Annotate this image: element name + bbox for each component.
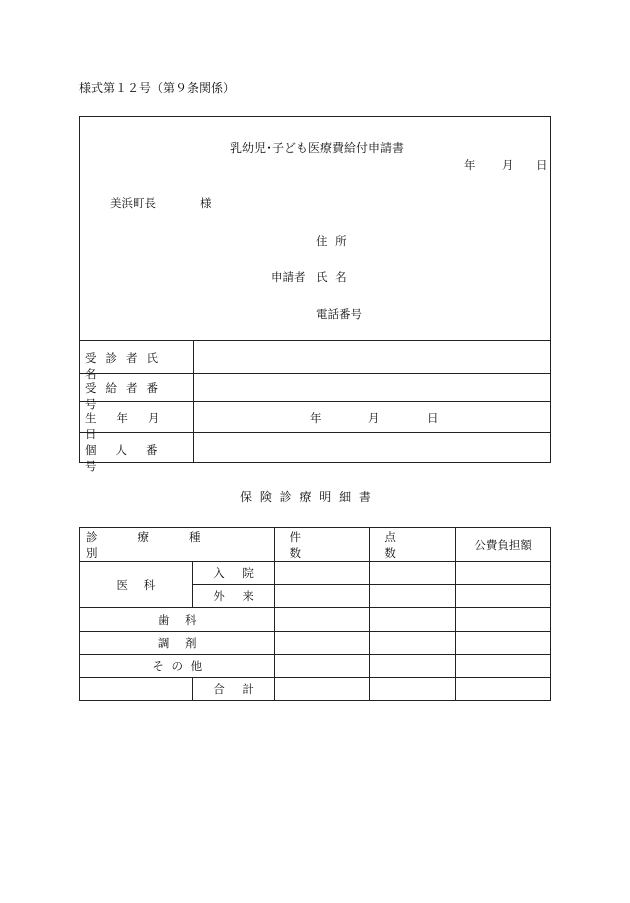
table-cell [456, 585, 551, 608]
table-cell [80, 678, 193, 701]
table-cell [456, 655, 551, 678]
addressee: 美浜町長 [110, 196, 156, 210]
table-cell [275, 562, 370, 585]
address-label: 住 所 [316, 234, 347, 248]
birth-day: 日 [427, 411, 439, 425]
name-label: 氏 名 [316, 270, 347, 284]
recipient-number-label: 受給者番号 [85, 381, 167, 411]
header-points: 点数 [370, 528, 456, 562]
table-row [80, 562, 551, 585]
table-row [80, 608, 551, 632]
table-cell [275, 678, 370, 701]
date-year: 年 [464, 158, 476, 172]
inpatient-label: 入 院 [192, 562, 275, 585]
patient-name-label: 受診者氏名 [85, 351, 167, 381]
table-cell [275, 585, 370, 608]
table-cell [370, 678, 456, 701]
table-cell [275, 632, 370, 655]
table-cell [370, 608, 456, 632]
table-row [80, 655, 551, 678]
birth-year: 年 [310, 411, 322, 425]
table-cell [456, 632, 551, 655]
table-row [80, 678, 551, 701]
medical-label: 医 科 [80, 562, 193, 608]
date-month: 月 [502, 158, 514, 172]
table-header-row [80, 528, 551, 562]
personal-number-label: 個人番号 [85, 443, 177, 473]
dispensing-label: 調 剤 [80, 632, 275, 655]
table-cell [456, 678, 551, 701]
honorific: 様 [200, 196, 212, 210]
table-cell [275, 655, 370, 678]
table-cell [275, 608, 370, 632]
form-number-label: 様式第１２号（第９条関係） [79, 81, 236, 95]
total-label: 合 計 [192, 678, 275, 701]
table-row [80, 632, 551, 655]
birth-date-label: 生年月日 [85, 411, 180, 441]
statement-title: 保 険 診 療 明 細 書 [240, 490, 371, 504]
divider [80, 340, 550, 341]
table-cell [370, 585, 456, 608]
table-cell [456, 562, 551, 585]
header-count: 件数 [275, 528, 370, 562]
table-cell [370, 562, 456, 585]
applicant-label: 申請者 [271, 270, 306, 284]
dental-label: 歯 科 [80, 608, 275, 632]
table-cell [370, 632, 456, 655]
outpatient-label: 外 来 [192, 585, 275, 608]
application-form-box [79, 116, 551, 473]
form-title: 乳幼児･子ども医療費給付申請書 [230, 141, 405, 155]
header-type: 診療種別 [80, 528, 275, 562]
insurance-detail-table [79, 527, 551, 701]
header-public-amount: 公費負担額 [456, 528, 551, 562]
table-cell [370, 655, 456, 678]
birth-month: 月 [368, 411, 380, 425]
phone-label: 電話番号 [316, 307, 362, 321]
other-label: そ の 他 [80, 655, 275, 678]
table-cell [456, 608, 551, 632]
date-day: 日 [536, 158, 548, 172]
